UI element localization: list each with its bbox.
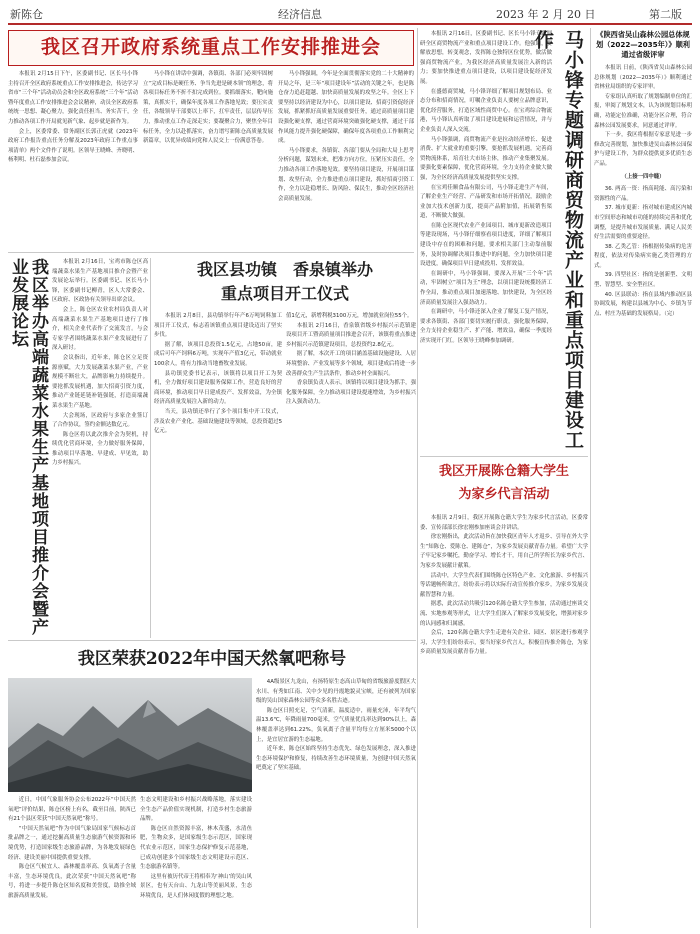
sidebar-para: 37. 城市更新：指对城市建成区内城市空间形态和城市功能的持续完善和优化调整，是提升城市发展质量、满足人民美好生活需要的重要途径。 — [594, 205, 692, 241]
issue-date: 2023 年 2 月 20 日 — [496, 8, 596, 21]
article-center-para: 本报讯 2月16日，香泉镇省级乡村振兴示范镇建设项目开工暨高质量项目推进会召开，该镇将重点推进乡村振兴示范镇建设项目，总投资约2.8亿元。 — [286, 322, 416, 348]
article-bottom-para: 近年来，陈仓区始终坚持生态优先、绿色发展理念，深入推进生态环境保护和修复，持续改善生态环境质量，为创建中国天然氧吧奠定了坚实基础。 — [256, 746, 416, 772]
article-student-headline — [420, 460, 588, 510]
article-vertical-body — [52, 258, 148, 638]
article-bottom-para: 4A级景区九龙山，有扬特原生态高山草甸的省级旅游度假区大水川、有秀如江南、关中少见的丹霞地貌灵宝峡，还有被列为国家级的吴山国家森林公园等众多名胜古迹。 — [256, 679, 416, 705]
article1-para: 本报讯 2月15日下午，区委副书记、区长马小锋主持召开全区政府系统重点工作安排推进会，传达学习省市“三个年”活动动员会和全区政府系统“三个年”活动暨年度重点工作安排推进会会议精神，动员全区政府系统统一思想、凝心聚力，强化责任担当、务实苦干，全力推动各项工作开局就见新气象、起步就是新作为。 — [8, 71, 138, 125]
article-vertical-para: 会议指出，近年来，陈仓区立足资源禀赋，大力发展蔬菜水果产业，产业规模不断壮大，品牌影响力持续提升。要抢抓发展机遇，加大招商引资力度，推动产业链延链补链强链，打造高端蔬菜水果生产基地。 — [52, 354, 148, 409]
article-student-body — [420, 514, 588, 926]
article-right-para: 在调研中，马小锋还深入企业了解复工复产情况，要求各镇街、各部门要切实履行职责，强化服务保障，全力支持企业稳生产、扩产能、增效益，确保一季度经济实现开门红。区领导王晓峰参加调研。 — [420, 309, 552, 344]
sidebar — [594, 30, 692, 928]
article-center-title-line2: 重点项目开工仪式 — [220, 284, 349, 303]
article1-para: 马小锋强调，今年是全面贯彻落实党的二十大精神的开局之年，是三年“项目建设年”活动的关键之年，也是陈仓奋力追赶超越、加快高质量发展的攻坚之年。全区上下要坚持以经济建设为中心，以项目建设、招商引资促经济发展，抓紧抓好高质量发展重要任务，通过高质量项目建设强化硬支撑，通过营商环境突破强化硬支撑，通过干部作风能力提升强化硬保障，确保年度各项重点工作顺利完成。 — [278, 71, 414, 145]
article1-para: 会上，区委常委、常务副区长郭正虎就《2023年政府工作报告重点任务分解及2023年政府工作重点事项清单》两个文件作了说明。区领导王晓峰、齐晓明、杨利明、杜石磊参加会议。 — [8, 128, 138, 164]
article-student-para: 徐宏刚指出，此次活动旨在加快我区青年人才返乡、引导在外大学生“知陈仓、爱陈仓、建陈仓”，为家乡发展贡献青春力量。希望广大学子牢记家乡嘱托，勤奋学习、增长才干，用自己所学所长为家乡代言、为家乡发展献计献策。 — [420, 534, 588, 569]
article-student-para: 本报讯 2月9日，我区开展陈仓籍大学生为家乡代言活动，区委常委、宣传部部长徐宏刚参加座谈会并讲话。 — [420, 515, 588, 531]
article-bottom-mid — [256, 678, 416, 792]
article-bottom-para: 生态文明建设和乡村振兴战略落地，落实建设全生态产品价值实现机制，打造乡村生态旅游品牌。 — [140, 797, 252, 823]
article-right-para: 在陈仓区现代农业产业园项目、城市更新改造项目等建设现场，马小锋仔细察看项目进度，详细了解项目建设中存在的困难和问题，要求相关部门主动靠前服务，及时协调解决项目推进中的问题，全力加快项目建设进度，确保项目早日建成投用、发挥效益。 — [420, 222, 552, 268]
article-right-col — [420, 30, 552, 452]
article-center-para: 香泉镇负责人表示，该镇将以项目建设为抓手，强化服务保障，全力推动项目建设提速增效，为乡村振兴注入强劲动力。 — [286, 380, 416, 406]
article-center-para: 县功镇党委书记表示，该镇将以项目开工为契机，全力做好项目建设服务保障工作，营造良好的营商环境，推动项目早日建成投产、发挥效益，为全镇经济高质量发展注入新的动力。 — [154, 370, 282, 406]
article-center-para: 据了解，本次开工的项目涵盖基础设施建设、人居环境整治、产业发展等多个领域，项目建成后将进一步改善群众生产生活条件，推动乡村全面振兴。 — [286, 351, 416, 377]
sidebar-para: 专家组认真听取了规划编制单位的汇报，审阅了规划文本，认为该规划目标明确，功能定位准确，功能分区合理，符合森林公园发展要求，同意通过评审。 — [594, 93, 692, 129]
sidebar-para: 36. 两高一资：指高耗能、高污染和资源性的产品。 — [594, 186, 692, 202]
article-bottom-para: 近日，中国气象服务协会公布2022年“中国天然氧吧”评价结果，陈仓区榜上有名，截至目前，陕西已有21个县区荣获“中国天然氧吧”称号。 — [8, 797, 136, 823]
article-bottom-left — [8, 796, 136, 928]
article-vertical-title: 我区举办高端蔬菜水果生产基地项目推介会暨产业发展论坛 — [8, 258, 48, 636]
article-bottom-para: 陈仓区自然资源丰富，林木茂盛，水清鱼肥，生物众多，是国家级生态示范区，国家现代农业示范区，国家生态保护修复示范基地，已成功创建多个国家级生态文明建设示范区、生态旅游名镇等。 — [140, 825, 252, 871]
article-bottom-para: 陈仓区日照充足，空气清新，温度适中，雨量充沛，年平均气温13.6℃，年降雨量700毫米，空气质量优良率达到90%以上，森林覆盖率达到61.22%，负氧离子含量平均每立方厘米5000个以上，是宜居宜游的生态福地。 — [256, 707, 416, 743]
article-center-headline — [154, 258, 416, 310]
article1-para: 马小锋要求，各镇街、各部门要从全局和大局上思考分析问题，谋划未来，把准方向方位，压紧压实责任，全力推动各项工作落地见效。要坚持项目建设，开展项目谋划、攻坚行动，全力推进重点项目建设，抓好招商引资工作，全力以赴稳增长、防风险、保民生，推动全区经济社会高质量发展。 — [278, 147, 414, 202]
article-student-para: 据悉，此次活动共吸引120名陈仓籍大学生参加，活动通过座谈交流、实地参观等形式，让大学生们深入了解家乡发展变化，增强对家乡的认同感和归属感。 — [420, 601, 588, 627]
article-right-para: 本报讯 2月16日，区委副书记、区长马小锋专题调研全区商贸物流产业和重点项目建设工作。他强调，要解放思想，转变观念，发挥陈仓独特区位优势，做活做强商贸物流产业，为我区经济高质量发展注入新的活力；要加快推进重点项目建设，以项目建设促经济发展。 — [420, 31, 552, 85]
newspaper-name: 新陈仓 — [10, 8, 43, 21]
article-bottom-para: 陈仓区气候宜人、森林覆盖率高、负氧离子含量丰富，生态环境优良，此次荣获“中国天然氧吧”称号，将进一步提升陈仓区知名度和美誉度，助推全域旅游高质量发展。 — [8, 864, 136, 899]
article-center-title-line1: 我区县功镇 香泉镇举办 — [196, 260, 373, 279]
article-center-left — [154, 312, 282, 638]
article-bottom-para: “中国天然氧吧”作为中国气象局国家气候标志首批品牌之一，通过挖掘高质量生态旅游气候资源和环境优势，打造国家级生态旅游品牌，为各地发展绿色经济、建设美丽中国提供重要支撑。 — [8, 825, 136, 861]
article-center-para: 据了解，该项目总投资1.5亿元，占地50亩，建成后可年产饲料6万吨，实现年产值3亿元，带动就业100余人，将有力推动当地畜牧业发展。 — [154, 341, 282, 367]
article-bottom-para: 这里有被历代帝王将相奉为‘神山’的吴山风景区，也有天台山、九龙山等美丽风景，生态环境优良，是人们休闲度假的理想之地。 — [140, 873, 252, 899]
article1-col2 — [143, 70, 273, 250]
article-vertical-para: 陈仓区将以此次推介会为契机，持续优化营商环境，全力做好服务保障，推动项目早落地、早建成、早见效，助力乡村振兴。 — [52, 431, 148, 467]
sidebar-title: 《陕西省吴山森林公园总体规划（2022—2035年）》顺利通过省级评审 — [596, 30, 690, 59]
sidebar-para: 39. 四型社区：指的是创新型、文明型、智慧型、安全型社区。 — [594, 272, 692, 289]
article1-title: 我区召开政府系统重点工作安排推进会 — [40, 36, 381, 58]
sidebar-para: 本报讯 日前，《陕西省吴山森林公园总体规划（2022—2035年）》顺利通过省林业局组织的专家评审。 — [594, 65, 692, 91]
article-right-title: 马小锋专题调研商贸物流产业和重点项目建设工作 — [532, 30, 584, 450]
article-right-para: 马小锋强调，商贸物流产业是拉动经济增长、促进消费、扩大就业的重要引擎，要抢抓发展机遇，完善商贸物流体系，培育壮大市场主体，推动产业集聚发展。要强化要素保障，优化营商环境，全力支持企业做大做强，为全区经济高质量发展提供坚实支撑。 — [420, 136, 552, 181]
article-right-para: 在调研中，马小锋强调，要深入开展“三个年”活动，牢固树立“项目为王”理念，以项目建设统揽经济工作全局，推动重点项目加速落地、加快建设，为全区经济高质量发展注入强劲动力。 — [420, 270, 552, 306]
mountain-photo — [8, 678, 252, 792]
sidebar-para: 下一步，我区将根据专家意见进一步修改完善规划，加快推进吴山森林公园保护与建设工作，为群众提供更多优质生态产品。 — [594, 132, 692, 167]
article1-headline-box — [8, 30, 414, 66]
article-student-para: 会后，120名陈仓籍大学生走进有关企业、园区、景区进行参观学习，大学生们纷纷表示，要当好家乡代言人，积极宣传推介陈仓，为家乡高质量发展贡献青春力量。 — [420, 630, 588, 656]
article1-para: 马小锋在讲话中强调，各镇街、各部门必须牢固树立“完成目标是硬任务、争当先进是硬本领”的理念，将各项目标任务不折不扣完成到位。要抓细落实，靶向施策，真抓实干，确保年度各项工作落地见效；要压实责任，各级领导干部要以上率下，扛牢责任，层层传导压力，推动重点工作走深走实；要凝聚合力，聚焦全年目标任务，全力以赴抓落实，奋力谱写新陈仓高质量发展新篇章，以优异成绩向党和人民交上一份满意答卷。 — [143, 71, 273, 145]
article-student-para: 活动中，大学生代表们围绕陈仓区特色产业、文化旅游、乡村振兴等话题畅所欲言，纷纷表示将以实际行动宣传推介家乡，为家乡发展贡献智慧和力量。 — [420, 572, 588, 598]
article1-col3 — [278, 70, 414, 250]
page-label: 第二版 — [649, 8, 682, 21]
article-right-para: 在盛德商贸城，马小锋详细了解项目规划布局、业态分布和招商情况，叮嘱企业负责人要树立品牌意识，优化经营服务，打造区域性商贸中心。在宝鸡综合物流港，马小锋认真听取了项目建设进展和运营情况，并与企业负责人深入交流。 — [420, 88, 552, 133]
section-name: 经济信息 — [278, 8, 322, 21]
article1-col1 — [8, 70, 138, 250]
article-right-para: 在宝鸡佳顺食品有限公司，马小锋走进生产车间，了解企业生产经营、产品研发和市场开拓情况，鼓励企业加大技术创新力度，提高产品附加值，拓展销售渠道，不断做大做强。 — [420, 184, 552, 220]
article-center-para: 当天，县功镇还举行了多个项目集中开工仪式，涉及农业产业化、基础设施建设等领域，总投资超过5亿元。 — [154, 408, 282, 435]
article-center-para: 值1亿元，新增利税3100万元，增加就业岗位55个。 — [286, 313, 413, 319]
article-center-para: 本报讯 2月8日，县功镇举行年产6万吨饲料加工项目开工仪式，标志着该镇重点项目建设迈出了坚实步伐。 — [154, 313, 282, 339]
sidebar-continued: （上接一四中缝） — [621, 173, 665, 180]
article-bottom-headline — [8, 644, 416, 674]
article-vertical-para: 本报讯 2月16日，宝鸡市陈仓区高端蔬菜水果生产基地项目推介会暨产业发展论坛举行。区委副书记、区长马小锋，区委副书记柳青，区人大常委会、区政府、区政协有关领导出席会议。 — [52, 259, 148, 304]
article-bottom-center — [140, 796, 252, 928]
sidebar-para: 38. 乙类乙管：指根据传染病的危害程度，依法对传染病实施乙类管理的方式。 — [594, 243, 692, 269]
article-center-right — [286, 312, 416, 638]
header-rule — [8, 23, 692, 25]
article-vertical-para: 大会现场，区政府与多家企业签订了合作协议，签约金额达数亿元。 — [52, 412, 148, 429]
sidebar-para: 40. 区县联动：指在县域内推动区县协调发展，构建以县城为中心、乡镇为节点、村庄为基础的发展格局。（完） — [594, 291, 692, 317]
article-bottom-title: 我区荣获2022年中国天然氧吧称号 — [77, 649, 347, 669]
article-student-title-line2: 为家乡代言活动 — [458, 487, 550, 502]
mountain-landscape-icon — [8, 678, 252, 792]
article-student-title-line1: 我区开展陈仓籍大学生 — [438, 464, 569, 479]
article-vertical-para: 会上，陈仓区农业农村局负责人对高端蔬菜水果生产基地项目进行了推介，相关企业代表作了交流发言。与会专家学者围绕蔬菜水果产业发展进行了深入研讨。 — [52, 306, 148, 352]
